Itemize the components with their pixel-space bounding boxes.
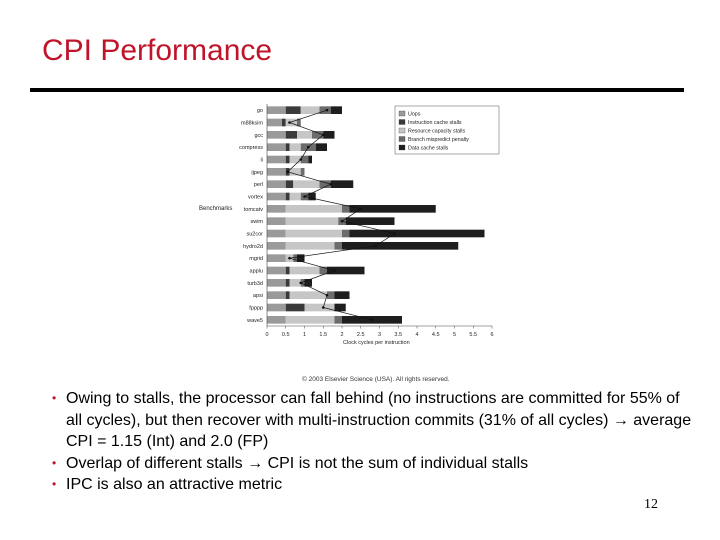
bar-segment (286, 143, 290, 151)
legend-swatch (399, 145, 405, 150)
cpi-point (371, 319, 374, 322)
category-label: li (260, 157, 263, 164)
bar-segment (286, 279, 290, 287)
cpi-point (393, 232, 396, 235)
bar-segment (267, 279, 286, 287)
x-tick-label: 0.5 (281, 332, 290, 338)
cpi-point (341, 220, 344, 223)
cpi-point (288, 121, 291, 124)
bar-segment (286, 193, 290, 201)
slide-title: CPI Performance (42, 34, 273, 67)
category-label: applu (249, 268, 263, 275)
x-tick-label: 1 (302, 332, 307, 338)
bar-segment (335, 316, 343, 324)
category-label: ijpeg (251, 169, 263, 176)
legend-swatch (399, 111, 405, 116)
cpi-line-path (288, 110, 395, 320)
bar-segment (290, 279, 301, 287)
legend-swatch (399, 128, 405, 133)
x-tick-label: 3 (377, 332, 382, 338)
bar-segment (331, 106, 342, 114)
legend-label: Uops (408, 111, 421, 118)
cpi-point (359, 208, 362, 211)
category-label: fpppp (249, 305, 263, 312)
category-label: compress (239, 145, 263, 152)
cpi-point (299, 282, 302, 285)
x-tick-label: 5 (452, 332, 457, 338)
bar-segment (293, 180, 319, 188)
x-tick-label: 1.5 (319, 332, 328, 338)
bar-segment (286, 316, 335, 324)
cpi-point (288, 257, 291, 260)
bar-segment (335, 242, 343, 250)
bar-segment (286, 119, 297, 127)
chart-legend (395, 106, 499, 154)
cpi-point (326, 294, 329, 297)
category-label: apsi (252, 293, 263, 300)
bar-segment (308, 156, 312, 164)
cpi-point (307, 146, 310, 149)
legend-label: Branch mispredict penalty (408, 137, 469, 143)
category-label: mgrid (249, 256, 263, 263)
bar-segment (301, 168, 305, 176)
bar-segment (267, 254, 286, 262)
bullet-list (52, 388, 692, 496)
bar-segment (290, 193, 301, 201)
bar-segment (297, 131, 312, 139)
category-label: m88ksim (240, 120, 263, 127)
bar-segment (323, 131, 334, 139)
cpi-stacked-bar-chart (195, 98, 505, 353)
x-tick-label: 3.5 (394, 332, 403, 338)
bar-segment (267, 291, 286, 299)
bar-segment (267, 267, 286, 275)
bar-segment (286, 217, 339, 225)
category-label: vortex (248, 194, 263, 201)
bar-segment (286, 156, 290, 164)
bar-segment (282, 119, 286, 127)
bar-segment (267, 156, 286, 164)
bullet-item (52, 474, 692, 496)
page-number: 12 (644, 497, 658, 512)
cpi-point (374, 245, 377, 248)
category-label: wave5 (247, 317, 263, 324)
bullet-text: Owing to stalls, the processor can fall behind (no instructions are committed for 55% of all cycles), but then recover with multi-instruction commits (31% of all cycles) → average CPI = 1.15 (Int) and 2.0 (FP) (66, 390, 692, 450)
bar-segment (267, 242, 286, 250)
bullet-marker: • (52, 477, 57, 491)
bullet-item (52, 453, 692, 475)
bar-segment (331, 180, 354, 188)
cpi-point (322, 134, 325, 137)
cpi-point (329, 183, 332, 186)
bar-segment (286, 242, 335, 250)
category-label: perl (253, 182, 263, 189)
y-axis-label: Benchmarks (199, 206, 233, 212)
bar-segment (267, 180, 286, 188)
cpi-point (303, 195, 306, 198)
category-label: turb3d (247, 280, 263, 287)
category-label: tomcatv (243, 206, 263, 213)
bullet-marker: • (52, 391, 57, 405)
bar-segment (312, 131, 323, 139)
bar-segment (342, 230, 350, 238)
bar-segment (267, 193, 286, 201)
bullet-text: Overlap of different stalls → CPI is not the sum of individual stalls (66, 454, 529, 472)
category-label: go (256, 108, 263, 115)
bar-segment (305, 304, 335, 312)
x-tick-label: 2.5 (356, 332, 365, 338)
bar-segment (290, 143, 301, 151)
bar-segment (320, 106, 331, 114)
bar-segment (286, 291, 290, 299)
x-tick-label: 2 (340, 332, 344, 338)
bar-segment (327, 267, 365, 275)
cpi-point (286, 171, 289, 174)
category-label: hydro2d (243, 243, 263, 250)
bar-segment (267, 106, 286, 114)
bar-segment (267, 205, 286, 213)
bar-segment (290, 156, 301, 164)
bar-segment (267, 230, 286, 238)
bar-segment (267, 168, 286, 176)
bar-segment (335, 304, 346, 312)
bar-segment (267, 143, 286, 151)
bar-segment (293, 254, 297, 262)
bar-segment (286, 180, 294, 188)
bar-segment (267, 131, 286, 139)
cpi-line (286, 109, 395, 321)
category-label: su2cor (246, 231, 263, 238)
x-axis-label: Clock cycles per instruction (343, 340, 410, 346)
legend-swatch (399, 120, 405, 125)
bullet-text: IPC is also an attractive metric (66, 476, 283, 493)
bar-segment (350, 230, 485, 238)
x-tick-label: 5.5 (469, 332, 478, 338)
legend-label: Data cache stalls (408, 145, 449, 152)
category-label: swim (250, 219, 263, 226)
legend-label: Resource capacity stalls (408, 128, 466, 135)
bar-segment (267, 217, 286, 225)
x-tick-label: 4 (415, 332, 419, 338)
x-tick-label: 4.5 (431, 332, 440, 338)
bar-segment (286, 205, 342, 213)
bar-segment (350, 205, 436, 213)
cpi-point (299, 158, 302, 161)
bar-segment (316, 143, 327, 151)
x-tick-label: 6 (490, 332, 494, 338)
cpi-point (326, 109, 329, 112)
bar-segment (286, 267, 290, 275)
bar-segment (286, 304, 305, 312)
legend-swatch (399, 137, 405, 142)
bar-segment (286, 131, 297, 139)
copyright-notice: © 2003 Elsevier Science (USA). All rights reserved. (302, 376, 450, 383)
x-tick-label: 0 (265, 332, 269, 338)
bar-segment (290, 267, 320, 275)
bar-segment (286, 106, 301, 114)
bar-segment (267, 304, 286, 312)
bar-segment (267, 316, 286, 324)
bar-segment (301, 106, 320, 114)
title-divider (30, 88, 684, 92)
bullet-marker: • (52, 455, 57, 470)
cpi-point (333, 269, 336, 272)
category-label: gcc (254, 132, 263, 139)
cpi-point (322, 306, 325, 309)
bar-segment (335, 291, 350, 299)
legend-label: Instruction cache stalls (408, 120, 462, 126)
bar-segment (286, 230, 342, 238)
bullet-item (52, 388, 692, 453)
bar-segment (267, 119, 282, 127)
bar-segment (290, 168, 301, 176)
